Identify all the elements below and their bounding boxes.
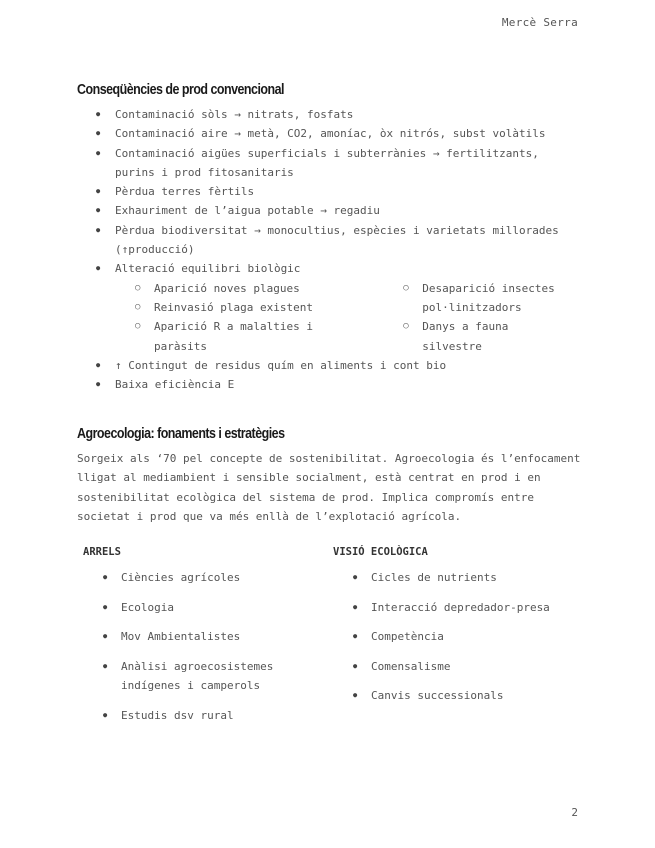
list-item: ● Cicles de nutrients bbox=[333, 568, 573, 587]
header-author: Mercè Serra bbox=[501, 16, 578, 29]
list-item: ● Pèrdua terres fèrtils bbox=[77, 182, 582, 201]
arrels-column bbox=[83, 546, 323, 735]
list-item: ● Contaminació sòls → nitrats, fosfats bbox=[77, 105, 582, 124]
visio-ecologica-column bbox=[333, 546, 573, 716]
list-item: ● Contaminació aire → metà, CO2, amoníac, òx nitrós, subst volàtils bbox=[77, 124, 582, 143]
list-item: ● Ecologia bbox=[83, 598, 323, 617]
section-agroecologia bbox=[77, 426, 582, 526]
sublist-columns bbox=[77, 279, 582, 356]
list-item: ● Interacció depredador-presa bbox=[333, 598, 573, 617]
column-title: VISIÓ ECOLÒGICA bbox=[333, 546, 428, 558]
intro-paragraph: Sorgeix als ‘70 pel concepte de sostenibilitat. Agroecologia és l’enfocament lligat al mediambient i sensible socialment, està centrat en prod i en sostenibilitat ecològica del sistema de prod. Implica compromís entre societat i prod que va més enllà de l’explotació agrícola. bbox=[77, 452, 581, 523]
list-item: ● Baixa eficiència E bbox=[77, 375, 582, 394]
visio-list bbox=[333, 568, 573, 706]
list-item bbox=[77, 259, 582, 355]
list-item: ● Ciències agrícoles bbox=[83, 568, 323, 587]
sublist-left bbox=[115, 279, 383, 356]
list-item: ● Comensalisme bbox=[333, 657, 573, 676]
section-consequencies bbox=[77, 82, 582, 394]
consequences-list bbox=[77, 105, 582, 394]
list-item: ● Competència bbox=[333, 627, 573, 646]
arrels-list bbox=[83, 568, 323, 725]
sublist-item: ○ Desaparició insectes pol·linitzadors bbox=[383, 279, 562, 318]
sublist-item: ○ Aparició R a malalties i paràsits bbox=[115, 317, 314, 356]
list-item: ● Pèrdua biodiversitat → monocultius, espècies i varietats millorades (↑producció) bbox=[77, 221, 582, 260]
list-item: ● ↑ Contingut de residus quím en aliments i cont bio bbox=[77, 356, 582, 375]
sublist-item: ○ Aparició noves plagues bbox=[115, 279, 314, 298]
column-title: ARRELS bbox=[83, 546, 121, 558]
list-item: ● Contaminació aigües superficials i subterrànies → fertilitzants, purins i prod fitosanitaris bbox=[77, 144, 582, 183]
list-item: ● Exhauriment de l’aigua potable → regadiu bbox=[77, 201, 582, 220]
page-number: 2 bbox=[571, 806, 578, 819]
sublist-item: ○ Danys a fauna silvestre bbox=[383, 317, 562, 356]
section-heading: Agroecologia: fonaments i estratègies bbox=[77, 426, 285, 442]
list-item: ● Mov Ambientalistes bbox=[83, 627, 323, 646]
section-heading: Conseqüències de prod convencional bbox=[77, 82, 284, 98]
list-item: ● Anàlisi agroecosistemes indígenes i camperols bbox=[83, 657, 291, 696]
two-column-lists bbox=[77, 546, 582, 746]
list-item: ● Estudis dsv rural bbox=[83, 706, 323, 725]
sublist-right bbox=[383, 279, 582, 356]
list-item: ● Canvis successionals bbox=[333, 686, 573, 705]
sublist-item: ○ Reinvasió plaga existent bbox=[115, 298, 314, 317]
list-item-label: Alteració equilibri biològic bbox=[115, 262, 301, 276]
